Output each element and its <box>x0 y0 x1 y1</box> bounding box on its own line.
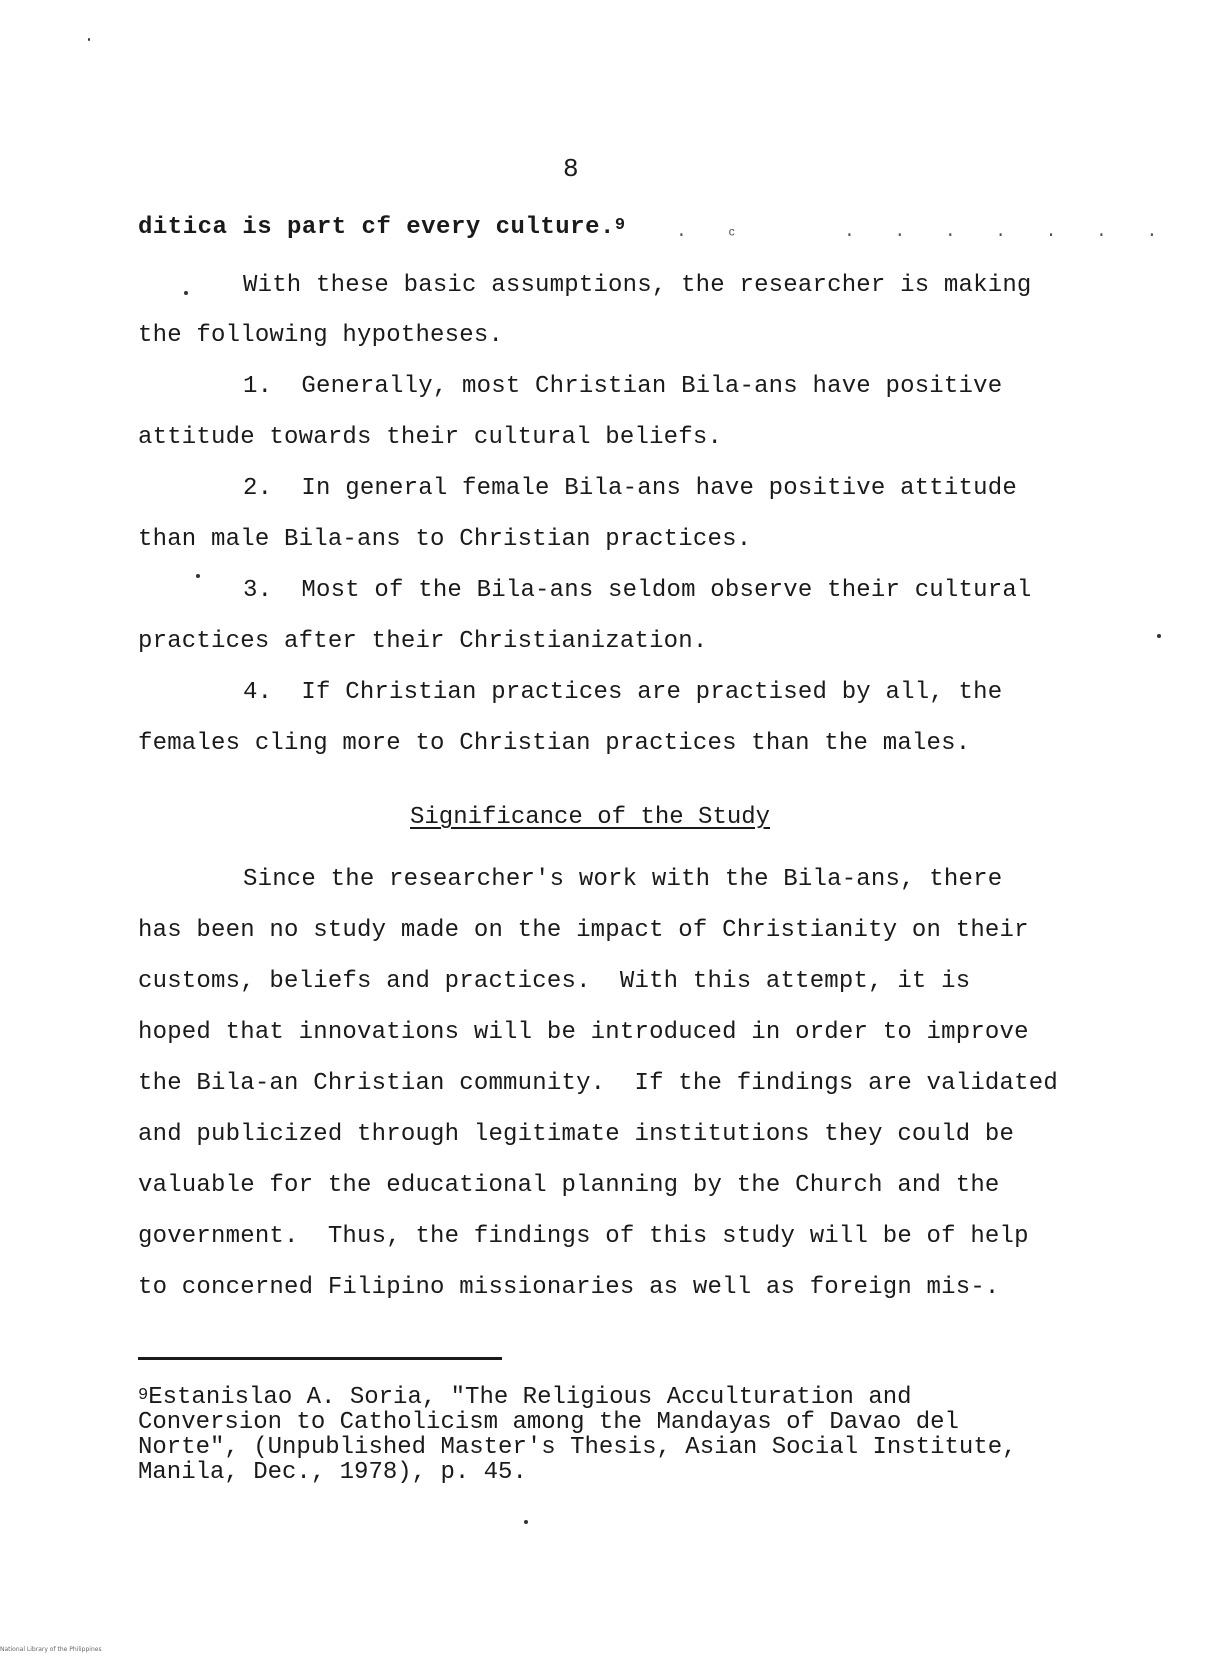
hypothesis-3-line-2: practices after their Christianization. <box>138 628 708 655</box>
footnote-line-4: Manila, Dec., 1978), p. 45. <box>138 1459 527 1486</box>
significance-line-9: to concerned Filipino missionaries as well as foreign mis-. <box>138 1274 1000 1301</box>
scan-speck <box>184 291 188 295</box>
significance-line-2: has been no study made on the impact of Christianity on their <box>138 917 1029 944</box>
scan-speck <box>1157 634 1161 638</box>
archive-stamp: National Library of the Philippines <box>0 1646 102 1653</box>
significance-line-8: government. Thus, the findings of this study will be of help <box>138 1223 1029 1250</box>
footnote-text-1: Estanislao A. Soria, "The Religious Acculturation and <box>148 1384 912 1411</box>
significance-line-5: the Bila-an Christian community. If the findings are validated <box>138 1070 1058 1097</box>
scan-speck <box>196 574 200 578</box>
significance-line-4: hoped that innovations will be introduced in order to improve <box>138 1019 1029 1046</box>
footnote-reference: 9 <box>614 216 626 235</box>
footnote-line-3: Norte", (Unpublished Master's Thesis, Asian Social Institute, <box>138 1434 1017 1461</box>
significance-line-6: and publicized through legitimate institutions they could be <box>138 1121 1015 1148</box>
continuation-line <box>138 213 626 245</box>
hypothesis-1-line-1: 1. Generally, most Christian Bila-ans have positive <box>243 373 1003 400</box>
significance-line-3: customs, beliefs and practices. With this attempt, it is <box>138 968 971 995</box>
body-line-1: With these basic assumptions, the researcher is making <box>243 272 1032 299</box>
hypothesis-1-line-2: attitude towards their cultural beliefs. <box>138 424 723 451</box>
hypothesis-4-line-1: 4. If Christian practices are practised by all, the <box>243 679 1003 706</box>
scan-speck <box>88 38 90 41</box>
hypothesis-2-line-1: 2. In general female Bila-ans have positive attitude <box>243 475 1017 502</box>
footnote-number: 9 <box>138 1386 149 1405</box>
hypothesis-3-line-1: 3. Most of the Bila-ans seldom observe their cultural <box>243 577 1032 604</box>
page-number: 8 <box>563 154 579 184</box>
continuation-text: ditica is part cf every culture. <box>138 214 615 241</box>
hypothesis-2-line-2: than male Bila-ans to Christian practices. <box>138 526 752 553</box>
significance-line-7: valuable for the educational planning by the Church and the <box>138 1172 1000 1199</box>
section-heading: Significance of the Study <box>410 804 771 831</box>
body-line-2: the following hypotheses. <box>138 322 504 349</box>
footnote-separator <box>138 1357 502 1360</box>
scan-noise: · ᶜ · · · · · · · <box>676 226 1164 246</box>
scan-speck <box>524 1520 528 1524</box>
significance-line-1: Since the researcher's work with the Bila-ans, there <box>243 866 1003 893</box>
footnote-line-2: Conversion to Catholicism among the Mandayas of Davao del <box>138 1409 959 1436</box>
hypothesis-4-line-2: females cling more to Christian practices than the males. <box>138 730 971 757</box>
